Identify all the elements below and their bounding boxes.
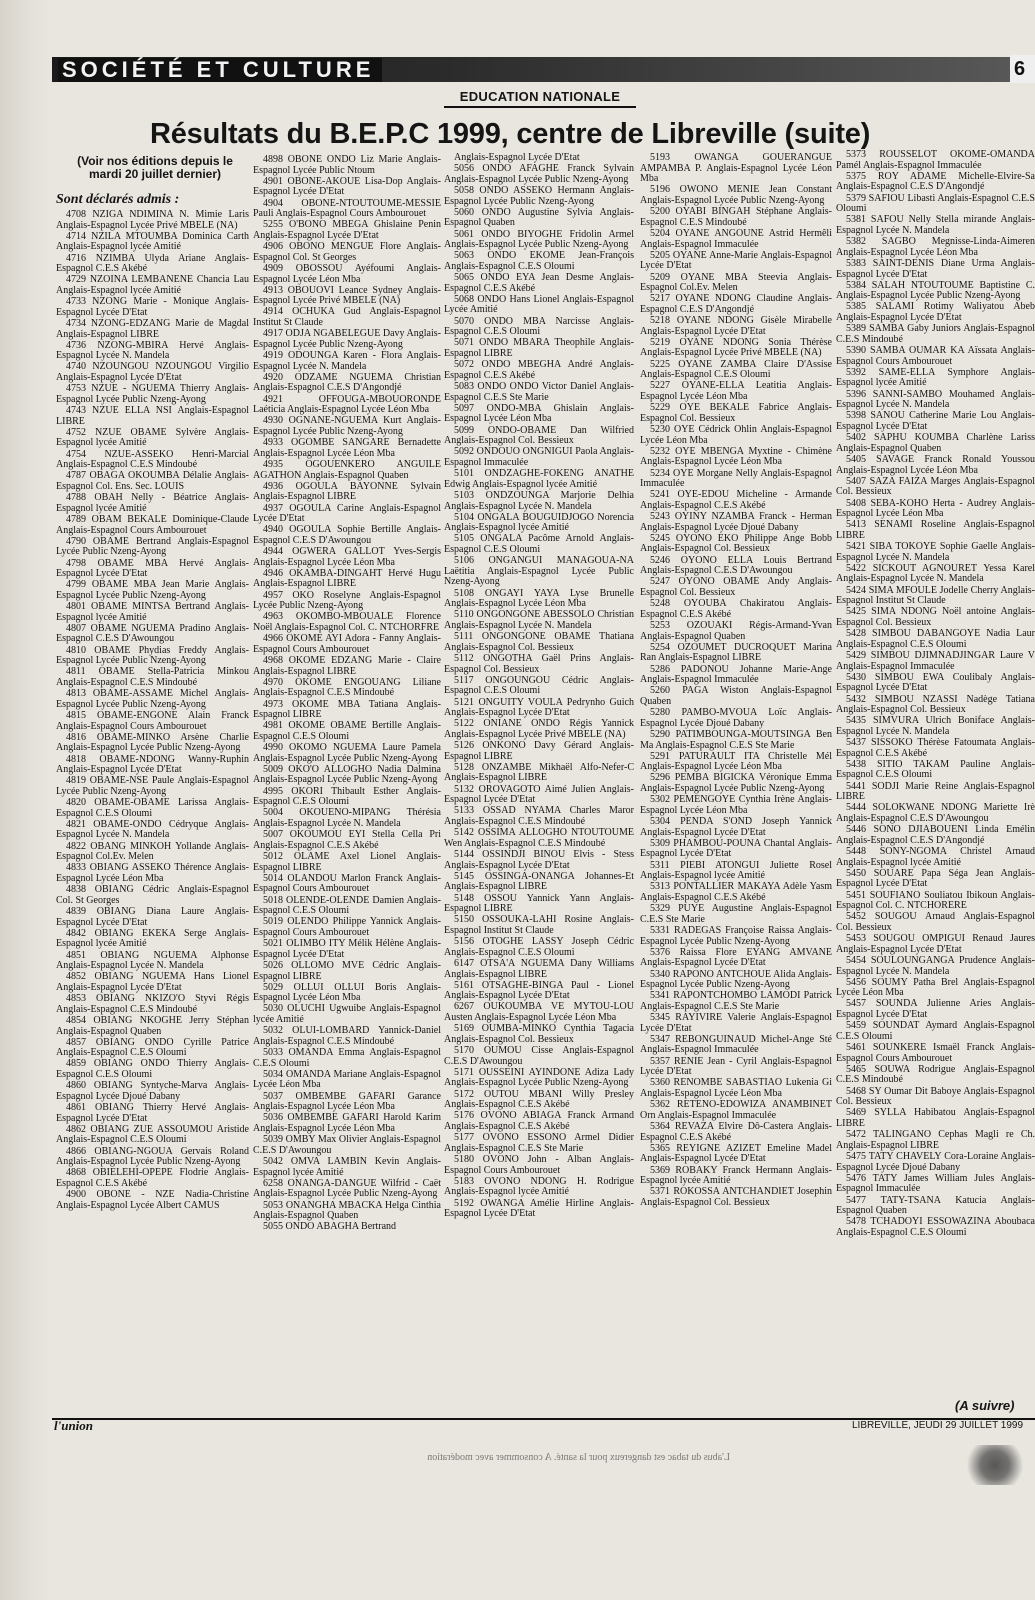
result-entry: 5243 OYINY NZAMBA Franck - Herman Anglais-Espagnol Lycée Djoué Dabany	[640, 511, 832, 533]
result-entry: 5280 PAMBO-MVOUA Loïc Anglais-Espagnol Lycée Djoué Dabany	[640, 707, 832, 729]
result-entry: 5106 ONGANGUI MANAGOUA-NA Laëtitia Anglais-Espagnol Lycée Public Nzeng-Ayong	[444, 555, 634, 588]
result-entry: 5424 SIMA MFOULE Jodelle Cherry Anglais-Espagnol Institut St Claude	[836, 584, 1035, 607]
result-entry: 4898 OBONE ONDO Liz Marie Anglais-Espagnol Lycée Public Ntoum	[253, 155, 441, 176]
result-entry: 5150 OSSOUKA-LAHI Rosine Anglais-Espagnol Institut St Claude	[444, 914, 634, 936]
result-entry: 4904 OBONE-NTOUTOUME-MESSIE Pauli Anglais-Espagnol Cours Ambourouet	[253, 197, 441, 220]
result-entry: 5371 ROKOSSA ANTCHANDIET Josephin Anglais-Espagnol Col. Bessieux	[640, 1186, 832, 1208]
result-entry: 5340 RAPONO ANTCHOUE Alida Anglais-Espagnol Lycée Public Nzeng-Ayong	[640, 968, 832, 991]
result-entry: 4968 OKOME EDZANG Marie - Claire Anglais-Espagnol LIBRE	[253, 654, 441, 677]
result-entry: 5204 OYANE ANGOUNE Astrid Hermêli Anglais-Espagnol Immaculée	[640, 227, 832, 250]
result-entry: 5385 SALAMI Rotimy Waliyatou Abeb Anglais-Espagnol Lycée D'Etat	[836, 301, 1035, 324]
result-entry: 5450 SOUARE Papa Séga Jean Anglais-Espagnol Lycée D'Etat	[836, 867, 1035, 890]
result-entry: 5122 ONIANE ONDO Régis Yannick Anglais-Espagnol Lycée Privé MBELE (NA)	[444, 718, 634, 740]
result-entry: 5347 REBONGUINAUD Michel-Ange Sté Anglais-Espagnol Immaculée	[640, 1033, 832, 1056]
result-entry: 5171 OUSSEINI AYINDONE Adiza Lady Anglais-Espagnol Lycée Public Nzeng-Ayong	[444, 1066, 634, 1089]
result-entry: 4842 OBIANG EKEKA Serge Anglais-Espagnol lycée Amitié	[56, 927, 249, 950]
result-entry: 4857 OBIANG ONDO Cyrille Patrice Anglais-Espagnol C.E.S Oloumi	[56, 1036, 249, 1059]
result-entry: 5018 OLENDE-OLENDE Damien Anglais-Espagnol C.E.S Oloumi	[253, 894, 441, 917]
result-entry: 5092 ONDOUO ONGNIGUI Paola Anglais-Espagnol Immaculée	[444, 446, 634, 468]
result-entry: 5437 SISSOKO Thérèse Fatoumata Anglais-Espagnol C.E.S Akébé	[836, 737, 1035, 759]
result-entry: 5177 OVONO ESSONO Armel Didier Anglais-Espagnol C.E.S Ste Marie	[444, 1132, 634, 1154]
result-entry: 5331 RADEGAS Françoise Raissa Anglais-Espagnol Lycée Public Nzeng-Ayong	[640, 924, 832, 947]
result-entry: 5161 OTSAGHE-BINGA Paul - Lionel Anglais-Espagnol Lycée D'Etat	[444, 979, 634, 1002]
result-entry: 4851 OBIANG NGUEMA Alphonse Anglais-Espagnol Lycée N. Mandela	[56, 949, 249, 972]
result-entry: 5248 OYOUBA Chakiratou Anglais-Espagnol C.E.S Akébé	[640, 598, 832, 620]
result-entry: 5029 OLLUI OLLUI Boris Anglais-Espagnol Lycée Léon Mba	[253, 981, 441, 1004]
result-entry: 5110 ONGONGONE ABESSOLO Christian Anglais-Espagnol Lycée N. Mandela	[444, 609, 634, 631]
result-entry: 6258 ONANGA-DANGUE Wilfrid - Caët Anglais-Espagnol Lycée Public Nzeng-Ayong	[253, 1177, 441, 1200]
result-entry: 4734 NZONG-EDZANG Marie de Magdal Anglais-Espagnol LIBRE	[56, 317, 249, 340]
result-entry: 5241 OYE-EDOU Micheline - Armande Anglais-Espagnol C.E.S Akébé	[640, 489, 832, 511]
result-entry: 5063 ONDO EKOME Jean-François Anglais-Espagnol C.E.S Oloumi	[444, 250, 634, 272]
result-entry: 4733 NZONG Marie - Monique Anglais-Espagnol Lycée D'Etat	[56, 296, 249, 318]
result-entry: 5072 ONDO MBEGHA André Anglais-Espagnol C.E.S Akébé	[444, 359, 634, 381]
result-entry: 5413 SENAMI Roseline Anglais-Espagnol LIBRE	[836, 519, 1035, 541]
result-entry: 4833 OBIANG ASSEKO Thérence Anglais-Espagnol Lycée Léon Mba	[56, 862, 249, 885]
result-entry: 5260 PAGA Wiston Anglais-Espagnol Quaben	[640, 685, 832, 707]
result-entry: 4818 OBAME-NDONG Wanny-Ruphin Anglais-Espagnol Lycée D'Etat	[56, 753, 249, 776]
result-entry: 4920 ODZAME NGUEMA Christian Anglais-Espagnol C.E.S D'Angondjé	[253, 371, 441, 394]
result-entry: 5441 SODJI Marie Reine Anglais-Espagnol LIBRE	[836, 780, 1035, 803]
result-entry: 4940 OGOULA Sophie Bertille Anglais-Espagnol C.E.S D'Awoungou	[253, 524, 441, 546]
result-entry: 4981 OKOME OBAME Bertille Anglais-Espagnol C.E.S Oloumi	[253, 720, 441, 742]
result-entry: 5432 SIMBOU NZASSI Nadège Tatiana Anglais-Espagnol Col. Bessieux	[836, 693, 1035, 716]
result-entry: 5148 OSSOU Yannick Yann Anglais-Espagnol LIBRE	[444, 892, 634, 915]
result-entry: 5227 OYANE-ELLA Leatitia Anglais-Espagnol Lycée Léon Mba	[640, 380, 832, 402]
result-entry: 5379 SAFIOU Libasti Anglais-Espagnol C.E.S Oloumi	[836, 192, 1035, 215]
result-entry: 5053 ONANGHA MBACKA Helga Cinthia Anglais-Espagnol Quaben	[253, 1199, 441, 1222]
result-entry: 4937 OGOULA Carine Anglais-Espagnol Lycée D'Etat	[253, 502, 441, 525]
result-entry: 4866 OBIANG-NGOUA Gervais Roland Anglais-Espagnol Lycée Public Nzeng-Ayong	[56, 1145, 249, 1168]
result-entry: 5384 SALAH NTOUTOUME Baptistine C. Anglais-Espagnol Lycée Public Nzeng-Ayong	[836, 279, 1035, 302]
result-entry: 4921 OFFOUGA-MBOUORONDE Laéticia Anglais-Espagnol Lycée Léon Mba	[253, 393, 441, 416]
result-entry: 4736 NZONG-MBIRA Hervé Anglais-Espagnol Lycée N. Mandela	[56, 339, 249, 362]
result-entry: 4716 NZIMBA Ulyda Ariane Anglais-Espagnol C.E.S Akébé	[56, 252, 249, 275]
result-entry: 4821 OBAME-ONDO Cédryque Anglais-Espagnol Lycée N. Mandela	[56, 818, 249, 841]
result-entry: 5453 SOUGOU OMPIGUI Renaud Jaures Anglais-Espagnol Lycée D'Etat	[836, 933, 1035, 955]
result-entry: 5060 ONDO Augustine Sylvia Anglais-Espagnol Quaben	[444, 206, 634, 229]
result-entry: 5055 ONDO ABAGHA Bertrand	[263, 1221, 397, 1233]
result-entry: 5429 SIMBOU DJIMNADJINGAR Laure V Anglais-Espagnol Immaculée	[836, 649, 1035, 672]
result-entry: 5444 SOLOKWANE NDONG Mariette Irè Anglais-Espagnol C.E.S D'Awoungou	[836, 802, 1035, 825]
result-entry: 4914 OCHUKA Gud Anglais-Espagnol Institut St Claude	[253, 306, 441, 329]
bleed-through-text: L'abus du tabac est dangereux pour la santé. A consommer avec modération	[427, 1452, 730, 1463]
result-entry: 5454 SOULOUNGANGA Prudence Anglais-Espagnol Lycée N. Mandela	[836, 954, 1035, 977]
result-entry: 5456 SOUMY Patha Brel Anglais-Espagnol Lycée Léon Mba	[836, 976, 1035, 999]
results-column-4	[640, 153, 832, 1422]
dateline: LIBREVILLE, JEUDI 29 JUILLET 1999	[852, 1420, 1024, 1431]
result-entry: 4944 OGWERA GALLOT Yves-Sergis Anglais-Espagnol Lycée Léon Mba	[253, 546, 441, 568]
result-entry: 5004 OKOUENO-MIPANG Thérésia Anglais-Espagnol Lycée N. Mandela	[253, 807, 441, 830]
result-entry: 5457 SOUNDA Julienne Aries Anglais-Espagnol Lycée D'Etat	[836, 998, 1035, 1021]
result-entry: 5369 ROBAKY Franck Hermann Anglais-Espagnol lycée Amitié	[640, 1164, 832, 1187]
result-entry: 4788 OBAH Nelly - Béatrice Anglais-Espagnol lycée Amitié	[56, 492, 249, 514]
result-entry: 4854 OBIANG NKOGHE Jerry Stéphan Anglais-Espagnol Quaben	[56, 1014, 249, 1037]
result-entry: 5302 PEMENGOYE Cynthia Irène Anglais-Espagnol Lycée Léon Mba	[640, 794, 832, 816]
result-entry: 5217 OYANE NDONG Claudine Anglais-Espagnol C.E.S D'Angondjé	[640, 293, 832, 315]
result-entry: 4917 ODJA NGABELEGUE Davy Anglais-Espagnol Lycée Public Nzeng-Ayong	[253, 328, 441, 350]
result-entry: 5007 OKOUMOU EYI Stella Cella Pri Anglais-Espagnol C.E.S Akébé	[253, 829, 441, 851]
result-entry: 5144 OSSINDJI BINOU Elvis - Stess Anglais-Espagnol Lycée D'Etat	[444, 849, 634, 871]
result-entry: 5311 PIEBI ATONGUI Juliette Rosel Anglais-Espagnol lycée Amitié	[640, 859, 832, 882]
result-entry: 4743 NZUE ELLA NSI Anglais-Espagnol LIBRE	[56, 405, 249, 427]
result-entry: 5232 OYE MBENGA Myxtine - Chimène Anglais-Espagnol Lycée Léon Mba	[640, 445, 832, 468]
result-entry: 5469 SYLLA Habibatou Anglais-Espagnol LIBRE	[836, 1107, 1035, 1129]
result-entry: 5422 SICKOUT AGNOURET Yessa Karel Anglais-Espagnol Lycée N. Mandela	[836, 562, 1035, 585]
result-entry: 4822 OBANG MINKOH Yollande Anglais-Espagnol Col.Ev. Melen	[56, 840, 249, 863]
result-entry: 5477 TATY-TSANA Katucia Anglais-Espagnol Quaben	[836, 1194, 1035, 1217]
result-entry: 5373 ROUSSELOT OKOME-OMANDA Pamél Anglais-Espagnol Immaculée	[836, 150, 1035, 171]
result-entry: 5037 OMBEMBE GAFARI Garance Anglais-Espagnol Lycée Léon Mba	[253, 1090, 441, 1113]
result-entry: 5229 OYE BEKALE Fabrice Anglais-Espagnol Col. Bessieux	[640, 402, 832, 424]
result-entry: 4859 OBIANG ONDO Thierry Anglais-Espagnol C.E.S Oloumi	[56, 1058, 249, 1081]
result-entry: 5009 OKO'O ALLOGHO Nadia Dalmina Anglais-Espagnol Lycée Public Nzeng-Ayong	[253, 763, 441, 786]
result-entry: 4868 OBIELEHI-OPEPE Flodrie Anglais-Espagnol C.E.S Akébé	[56, 1167, 249, 1189]
result-entry: 4852 OBIANG NGUEMA Hans Lionel Anglais-Espagnol Lycée D'Etat	[56, 971, 249, 993]
result-entry: 4752 NZUE OBAME Sylvère Anglais-Espagnol lycée Amitié	[56, 426, 249, 449]
result-entry: 4946 OKAMBA-DINGAHT Hervé Hugu Anglais-Espagnol LIBRE	[253, 567, 441, 590]
result-entry: 5345 RAYIVIRE Valerie Anglais-Espagnol Lycée D'Etat	[640, 1012, 832, 1034]
result-entry: 4819 OBAME-NSE Paule Anglais-Espagnol Lycée Public Nzeng-Ayong	[56, 775, 249, 797]
result-entry: 4909 OBOSSOU Ayéfoumi Anglais-Espagnol Lycée Léon Mba	[253, 262, 441, 285]
result-entry: 5313 PONTALLIER MAKAYA Adèle Yasm Anglais-Espagnol C.E.S Akébé	[640, 881, 832, 903]
result-entry: 5230 OYE Cédrick Ohlin Anglais-Espagnol Lycée Léon Mba	[640, 423, 832, 446]
result-entry: 5176 OVONO ABIAGA Franck Armand Anglais-Espagnol C.E.S Akébé	[444, 1110, 634, 1132]
result-entry: 5253 OZOUAKI Régis-Armand-Yvan Anglais-Espagnol Quaben	[640, 620, 832, 642]
result-entry: 5056 ONDO AFAGHE Franck Sylvain Anglais-Espagnol Lycée Public Nzeng-Ayong	[444, 163, 634, 185]
result-entry: 5428 SIMBOU DABANGOYE Nadia Laur Anglais-Espagnol C.E.S Oloumi	[836, 628, 1035, 650]
result-entry: 4966 OKOME AYI Adora - Fanny Anglais-Espagnol Cours Ambourouet	[253, 633, 441, 655]
result-entry: 5304 PENDA S'OND Joseph Yannick Anglais-Espagnol Lycée D'Etat	[640, 816, 832, 838]
result-entry: 5193 OWANGA GOUERANGUE AMPAMBA P. Anglais-Espagnol Lycée Léon Mba	[640, 153, 832, 185]
result-entry: 5309 PHAMBOU-POUNA Chantal Anglais-Espagnol Lycée D'Etat	[640, 837, 832, 860]
result-entry: 5200 OYABI BINGAH Stéphane Anglais-Espagnol C.E.S Mindoubé	[640, 206, 832, 228]
result-entry: 5026 OLLOMO MVE Cédric Anglais-Espagnol LIBRE	[253, 959, 441, 982]
result-entry: 5452 SOUGOU Arnaud Anglais-Espagnol Col. Bessieux	[836, 911, 1035, 933]
result-entry: 5156 OTOGHE LASSY Joseph Cédric Anglais-Espagnol C.E.S Oloumi	[444, 936, 634, 958]
result-entry: 5286 PADONOU Johanne Marie-Ange Anglais-Espagnol Immaculée	[640, 663, 832, 686]
result-entry: 4936 OGOULA BAYONNE Sylvain Anglais-Espagnol LIBRE	[253, 480, 441, 503]
result-entry: 5390 SAMBA OUMAR KA Aïssata Anglais-Espagnol Cours Ambourouet	[836, 345, 1035, 367]
result-entry: 4810 OBAME Phydias Freddy Anglais-Espagnol Lycée Public Nzeng-Ayong	[56, 644, 249, 667]
result-entry: 5360 RENOMBE SABASTIAO Lukenia Gi Anglais-Espagnol Lycée Léon Mba	[640, 1077, 832, 1099]
result-entry: 4753 NZUE - NGUEMA Thierry Anglais-Espagnol Lycée Public Nzeng-Ayong	[56, 383, 249, 405]
result-entry: 5357 RENIE Jean - Cyril Anglais-Espagnol Lycée D'Etat	[640, 1055, 832, 1078]
result-entry: 5030 OLUCHI Ugwuibe Anglais-Espagnol lycée Amitié	[253, 1003, 441, 1026]
result-entry: 5108 ONGAYI YAYA Lyse Brunelle Anglais-Espagnol Lycée Léon Mba	[444, 587, 634, 610]
result-entry: 5104 ONGALA BOUGUIDJOGO Norencia Anglais-Espagnol lycée Amitié	[444, 511, 634, 534]
result-entry: 5132 OROVAGOTO Aimé Julien Anglais-Espagnol Lycée D'Etat	[444, 783, 634, 806]
result-entry: 5376 Raissa Flore EYANG AMVANE Anglais-Espagnol Lycée D'Etat	[640, 946, 832, 969]
headline: Résultats du B.E.P.C 1999, centre de Libreville (suite)	[150, 118, 871, 150]
result-entry: 4815 OBAME-ENGONE Alain Franck Anglais-Espagnol Cours Ambourouet	[56, 709, 249, 732]
result-entry: 4754 NZUE-ASSEKO Henri-Marcial Anglais-Espagnol C.E.S Mindoubé	[56, 448, 249, 471]
result-entry: 5101 ONDZAGHE-FOKENG ANATHE Edwig Anglais-Espagnol lycée Amitié	[444, 468, 634, 490]
rubric-label: EDUCATION NATIONALE	[444, 88, 636, 108]
result-entry: 5296 PEMBA BIGICKA Véronique Emma Anglais-Espagnol Lycée Public Nzeng-Ayong	[640, 772, 832, 795]
result-entry: 5389 SAMBA Gaby Juniors Anglais-Espagnol C.E.S Mindoubé	[836, 323, 1035, 345]
result-entry: 5061 ONDO BIYOGHE Fridolin Armel Anglais-Espagnol Lycée Public Nzeng-Ayong	[444, 228, 634, 251]
result-entry: 4799 OBAME MBA Jean Marie Anglais-Espagnol Lycée Public Nzeng-Ayong	[56, 579, 249, 601]
result-entry: 5468 SY Oumar Dit Baboye Anglais-Espagnol Col. Bessieux	[836, 1085, 1035, 1108]
result-entry: 4790 OBAME Bertrand Anglais-Espagnol Lycée Public Nzeng-Ayong	[56, 535, 249, 558]
result-entry: 4708 NZIGA NDIMINA N. Mimie Laris Anglais-Espagnol Lycée Privé MBELE (NA)	[56, 210, 249, 231]
result-entry: 5058 ONDO ASSEKO Hermann Anglais-Espagnol Lycée Public Nzeng-Ayong	[444, 184, 634, 207]
result-entry: 5475 TATY CHAVELY Cora-Loraine Anglais-Espagnol Lycée Djoué Dabany	[836, 1150, 1035, 1173]
result-entry: 5438 SITIO TAKAM Pauline Anglais-Espagnol C.E.S Oloumi	[836, 758, 1035, 781]
result-entry: 5245 OYONO EKO Philippe Ange Bobb Anglais-Espagnol Col. Bessieux	[640, 532, 832, 555]
result-entry: 4919 ODOUNGA Karen - Flora Anglais-Espagnol Lycée N. Mandela	[253, 350, 441, 372]
result-entry: 4930 OGNANE-NGUEMA Kurt Anglais-Espagnol Lycée Public Nzeng-Ayong	[253, 415, 441, 437]
result-entry: 5255 O'BONO MBEGA Ghislaine Penin Anglais-Espagnol Lycée D'Etat	[253, 219, 441, 241]
result-entry: 5196 OWONO MENIE Jean Constant Anglais-Espagnol Lycée Public Nzeng-Ayong	[640, 184, 832, 206]
result-entry: 5398 SANOU Catherine Marie Lou Anglais-Espagnol Lycée D'Etat	[836, 410, 1035, 432]
result-entry: 5291 PATURAULT ITA Christelle Mél Anglais-Espagnol Lycée Léon Mba	[640, 750, 832, 773]
result-entry: 4811 OBAME Stella-Patricia Minkou Anglais-Espagnol C.E.S Mindoubé	[56, 666, 249, 688]
result-entry: 5254 OZOUMET DUCROQUET Marina Ran Anglais-Espagnol LIBRE	[640, 641, 832, 664]
result-entry: 4807 OBAME NGUEMA Pradino Anglais-Espagnol C.E.S D'Awoungou	[56, 622, 249, 645]
result-entry: 5425 SIMA NDONG Noël antoine Anglais-Espagnol Col. Bessieux	[836, 606, 1035, 628]
results-column-1	[56, 210, 249, 1422]
result-entry: 4913 OBOUOVI Leance Sydney Anglais-Espagnol Lycée Privé MBELE (NA)	[253, 284, 441, 307]
result-entry: 5246 OYONO ELLA Louis Bertrand Anglais-Espagnol C.E.S D'Awoungou	[640, 554, 832, 577]
newspaper-name: l'union	[54, 1418, 94, 1433]
result-entry: 5128 ONZAMBE Mikhaël Alfo-Nefer-C Anglais-Espagnol LIBRE	[444, 761, 634, 784]
result-entry: 5448 SONY-NGOMA Christel Arnaud Anglais-Espagnol lycée Amitié	[836, 846, 1035, 868]
result-entry: 5219 OYANE NDONG Sonia Thérèse Anglais-Espagnol Lycée Privé MBELE (NA)	[640, 336, 832, 359]
result-entry: 4957 OKO Roselyne Anglais-Espagnol Lycée Public Nzeng-Ayong	[253, 589, 441, 612]
result-entry: 4789 OBAM BEKALE Dominique-Claude Anglais-Espagnol Cours Ambourouet	[56, 513, 249, 536]
result-entry: 5065 ONDO EYA Jean Desme Anglais-Espagnol C.E.S Akébé	[444, 272, 634, 294]
result-entry: 5169 OUMBA-MINKO Cynthia Tagacia Anglais-Espagnol Col. Bessieux	[444, 1023, 634, 1045]
result-entry: 5459 SOUNDAT Aymard Anglais-Espagnol C.E.S Oloumi	[836, 1020, 1035, 1042]
result-entry: 4933 OGOMBE SANGARE Bernadette Anglais-Espagnol Lycée Léon Mba	[253, 437, 441, 459]
result-entry: 5097 ONDO-MBA Ghislain Anglais-Espagnol Lycée Léon Mba	[444, 402, 634, 425]
result-entry: 5142 OSSIMA ALLOGHO NTOUTOUME Wen Anglais-Espagnol C.E.S Mindoubé	[444, 827, 634, 849]
result-entry: 5019 OLENDO Philippe Yannick Anglais-Espagnol Cours Ambourouet	[253, 916, 441, 938]
result-entry: 5133 OSSAD NYAMA Charles Maror Anglais-Espagnol C.E.S Mindoubé	[444, 805, 634, 828]
result-entry: 5083 ONDO ONDO Victor Daniel Anglais-Espagnol C.E.S Ste Marie	[444, 381, 634, 403]
result-entry: 5071 ONDO MBARA Theophile Anglais-Espagnol LIBRE	[444, 337, 634, 360]
result-entry: 4862 OBIANG ZUE ASSOUMOU Aristide Anglais-Espagnol C.E.S Oloumi	[56, 1123, 249, 1146]
result-entry: 4990 OKOMO NGUEMA Laure Pamela Anglais-Espagnol Lycée Public Nzeng-Ayong	[253, 742, 441, 764]
result-entry: 5402 SAPHU KOUMBA Charlène Lariss Anglais-Espagnol Quaben	[836, 432, 1035, 454]
result-entry: 5290 PATIMBOUNGA-MOUTSINGA Ben Ma Anglais-Espagnol C.E.S Ste Marie	[640, 728, 832, 751]
result-entry: 5472 TALINGANO Cephas Magli re Ch. Anglais-Espagnol LIBRE	[836, 1129, 1035, 1151]
result-entry: 5421 SIBA TOKOYE Sophie Gaelle Anglais-Espagnol Lycée N. Mandela	[836, 541, 1035, 563]
page-number: 6	[1010, 55, 1035, 83]
result-entry: 5392 SAME-ELLA Symphore Anglais-Espagnol lycée Amitié	[836, 366, 1035, 389]
result-entry: 5430 SIMBOU EWA Coulibaly Anglais-Espagnol Lycée D'Etat	[836, 671, 1035, 694]
result-entry: 5218 OYANE NDONG Gisèle Mirabelle Anglais-Espagnol Lycée D'Etat	[640, 315, 832, 337]
result-entry: 5021 OLIMBO ITY Mélik Hélène Anglais-Espagnol Lycée D'Etat	[253, 938, 441, 960]
result-entry: 4935 OGOUENKERO ANGUILE AGATHON Anglais-Espagnol Quaben	[253, 458, 441, 481]
result-entry: 5172 OUTOU MBANI Willy Presley Anglais-Espagnol C.E.S Akébé	[444, 1088, 634, 1111]
result-entry: 5170 OUMOU Cisse Anglais-Espagnol C.E.S D'Awoungou	[444, 1045, 634, 1067]
result-entry: 5205 OYANE Anne-Marie Anglais-Espagnol Lycée D'Etat	[640, 249, 832, 272]
result-entry: 5183 OVONO NDONG H. Rodrigue Anglais-Espagnol lycée Amitié	[444, 1175, 634, 1198]
result-entry: 5465 SOUWA Rodrigue Anglais-Espagnol C.E.S Mindoubé	[836, 1063, 1035, 1086]
result-entry: 5365 REYIGNE AZIZET Emeline Madel Anglais-Espagnol Lycée D'Etat	[640, 1142, 832, 1165]
result-entry: 5192 OWANGA Amélie Hirline Anglais-Espagnol Lycée D'Etat	[444, 1197, 634, 1220]
result-entry: 5111 ONGONGONE OBAME Thatiana Anglais-Espagnol Col. Bessieux	[444, 631, 634, 653]
result-entry: 5435 SIMVURA Ulrich Boniface Anglais-Espagnol Lycée N. Mandela	[836, 715, 1035, 737]
results-column-3	[444, 153, 634, 1422]
result-entry: 4816 OBAME-MINKO Arsène Charlie Anglais-Espagnol Lycée Public Nzeng-Ayong	[56, 731, 249, 754]
result-entry: 5039 OMBY Max Olivier Anglais-Espagnol C.E.S D'Awoungou	[253, 1134, 441, 1156]
result-entry: 5105 ONGALA Pacôme Arnold Anglais-Espagnol C.E.S Oloumi	[444, 533, 634, 556]
result-entry: 5476 TATY James William Jules Anglais-Espagnol Immaculée	[836, 1172, 1035, 1195]
result-entry: 5034 OMANDA Mariane Anglais-Espagnol Lycée Léon Mba	[253, 1068, 441, 1091]
result-entry: 6267 OUKOUMBA VE MYTOU-LOU Austen Anglais-Espagnol Lycée Léon Mba	[444, 1001, 634, 1024]
result-entry: 5121 ONGUITY VOULA Pedrynho Guich Anglais-Espagnol Lycée D'Etat	[444, 696, 634, 719]
result-entry: 5209 OYANE MBA Steevia Anglais-Espagnol Col.Ev. Melen	[640, 271, 832, 294]
result-entry: 4820 OBAME-OBAME Larissa Anglais-Espagnol C.E.S Oloumi	[56, 797, 249, 819]
result-entry: 4970 OKOME ENGOUANG Liliane Anglais-Espagnol C.E.S Mindoubé	[253, 676, 441, 699]
result-entry: 4861 OBIANG Thierry Hervé Anglais-Espagnol Lycée D'Etat	[56, 1102, 249, 1124]
section-title: SOCIÉTÉ ET CULTURE	[58, 58, 382, 82]
result-entry: 4860 OBIANG Syntyche-Marva Anglais-Espagnol Lycée Djoué Dabany	[56, 1080, 249, 1102]
result-entry: 5408 SEBA-KOHO Herta - Audrey Anglais-Espagnol Lycée Léon Mba	[836, 497, 1035, 520]
result-entry: 5364 REVAZA Elvire Dô-Castera Anglais-Espagnol C.E.S Akébé	[640, 1120, 832, 1143]
result-entry: 5446 SONO DJIABOUENI Linda Emélin Anglais-Espagnol C.E.S D'Angondjé	[836, 824, 1035, 846]
result-entry: 5068 ONDO Hans Lionel Anglais-Espagnol Lycée Amitié	[444, 293, 634, 316]
result-entry: 5451 SOUFIANO Souliatou Ibikoun Anglais-Espagnol Col. C. NTCHORERE	[836, 889, 1035, 912]
result-entry: 4740 NZOUNGOU NZOUNGOU Virgilio Anglais-Espagnol Lycée D'Etat	[56, 361, 249, 384]
result-entry: 6147 OTSA'A NGUEMA Dany Williams Anglais-Espagnol LIBRE	[444, 957, 634, 980]
result-entry: 5033 OMANDA Emma Anglais-Espagnol C.E.S Oloumi	[253, 1047, 441, 1069]
page-edge-shadow	[0, 0, 52, 1600]
declared-heading: Sont déclarés admis :	[56, 192, 180, 207]
result-entry: 5405 SAVAGE Franck Ronald Youssou Anglais-Espagnol Lycée Léon Mba	[836, 453, 1035, 476]
result-entry: 5461 SOUNKERE Ismaël Franck Anglais-Espagnol Cours Ambourouet	[836, 1042, 1035, 1064]
result-entry: 5362 RETENO-EDOWIZA ANAMBINET Orn Anglais-Espagnol Immaculée	[640, 1099, 832, 1121]
result-entry: 4853 OBIANG NKIZO'O Styvi Régis Anglais-Espagnol C.E.S Mindoubé	[56, 993, 249, 1015]
result-entry: 4801 OBAME MINTSA Bertrand Anglais-Espagnol lycée Amitié	[56, 601, 249, 623]
result-entry: 5070 ONDO MBA Narcisse Anglais-Espagnol C.E.S Oloumi	[444, 315, 634, 338]
results-column-2	[253, 155, 441, 1422]
result-entry: 4729 NZOINA LEMBANENE Chancia Lau Anglais-Espagnol lycée Amitié	[56, 274, 249, 296]
result-entry: 4906 OBONO MENGUE Flore Anglais-Espagnol Col. St Georges	[253, 241, 441, 263]
result-entry: Anglais-Espagnol Lycée D'Etat	[454, 153, 580, 163]
result-entry: 4963 OKOMBO-MBOUALE Florence Noël Anglais-Espagnol Col. C. NTCHORFRE	[253, 611, 441, 633]
result-entry: 5145 OSSINGA-ONANGA Johannes-Et Anglais-Espagnol LIBRE	[444, 870, 634, 893]
result-entry: 4901 OBONE-AKOUE Lisa-Dop Anglais-Espagnol Lycée D'Etat	[253, 175, 441, 198]
continued-note: (A suivre)	[955, 1398, 1015, 1413]
result-entry: 4973 OKOME MBA Tatiana Anglais-Espagnol LIBRE	[253, 698, 441, 721]
result-entry: 5329 PUYE Augustine Anglais-Espagnol C.E.S Ste Marie	[640, 903, 832, 925]
result-entry: 5383 SAINT-DENIS Diane Urma Anglais-Espagnol Lycée D'Etat	[836, 257, 1035, 280]
ink-smudge	[960, 1445, 1030, 1485]
results-column-5	[836, 150, 1035, 1400]
result-entry: 4995 OKORI Thibault Esther Anglais-Espagnol C.E.S Oloumi	[253, 785, 441, 808]
result-entry: 5396 SANNI-SAMBO Mouhamed Anglais-Espagnol Lycée N. Mandela	[836, 388, 1035, 411]
result-entry: 5112 ONGOTHA Gaël Prins Anglais-Espagnol Col. Bessieux	[444, 652, 634, 675]
result-entry: 4798 OBAME MBA Hervé Anglais-Espagnol Lycée D'Etat	[56, 557, 249, 580]
result-entry: 4900 OBONE - NZE Nadia-Christine Anglais-Espagnol Lycée Albert CAMUS	[56, 1189, 249, 1211]
result-entry: 5036 OMBEMBE GAFARI Harold Karim Anglais-Espagnol Lycée Léon Mba	[253, 1112, 441, 1134]
result-entry: 5407 SAZA FAIZA Marges Anglais-Espagnol Col. Bessieux	[836, 475, 1035, 498]
result-entry: 4813 OBAME-ASSAME Michel Anglais-Espagnol Lycée Public Nzeng-Ayong	[56, 688, 249, 710]
result-entry: 5099 ONDO-OBAME Dan Wilfried Anglais-Espagnol Col. Bessieux	[444, 424, 634, 447]
result-entry: 5247 OYONO OBAME Andy Anglais-Espagnol Col. Bessieux	[640, 576, 832, 599]
result-entry: 5012 OLAME Axel Lionel Anglais-Espagnol LIBRE	[253, 851, 441, 873]
result-entry: 5381 SAFOU Nelly Stella mirande Anglais-Espagnol Lycée N. Mandela	[836, 214, 1035, 236]
result-entry: 5014 OLANDOU Marlon Franck Anglais-Espagnol Cours Ambourouet	[253, 872, 441, 895]
result-entry: 5117 ONGOUNGOU Cédric Anglais-Espagnol C.E.S Oloumi	[444, 674, 634, 697]
result-entry: 5032 OLUI-LOMBARD Yannick-Daniel Anglais-Espagnol C.E.S Mindoubé	[253, 1025, 441, 1047]
result-entry: 5225 OYANE ZAMBA Claire D'Assise Anglais-Espagnol C.E.S Oloumi	[640, 358, 832, 381]
result-entry: 5126 ONKONO Davy Gérard Anglais-Espagnol LIBRE	[444, 740, 634, 762]
result-entry: 5103 ONDZOUNGA Marjorie Delhia Anglais-Espagnol Lycée N. Mandela	[444, 489, 634, 512]
result-entry: 4838 OBIANG Cédric Anglais-Espagnol Col. St Georges	[56, 884, 249, 906]
result-entry: 5180 OVONO John - Alban Anglais-Espagnol Cours Ambourouet	[444, 1153, 634, 1176]
result-entry: 5234 OYE Morgane Nelly Anglais-Espagnol Immaculée	[640, 467, 832, 490]
intro-note: (Voir nos éditions depuis le mardi 20 juillet dernier)	[77, 154, 233, 181]
result-entry: 4714 NZILA MTOUMBA Dominica Carth Anglais-Espagnol lycée Amitié	[56, 230, 249, 253]
result-entry: 5382 SAGBO Megnisse-Linda-Aimeren Anglais-Espagnol Lycée Léon Mba	[836, 236, 1035, 258]
result-entry: 5341 RAPONTCHOMBO LAMODI Patrick Anglais-Espagnol C.E.S Ste Marie	[640, 990, 832, 1012]
result-entry: 5375 ROY ADAME Michelle-Elvire-Sa Anglais-Espagnol C.E.S D'Angondjé	[836, 170, 1035, 193]
result-entry: 4839 OBIANG Diana Laure Anglais-Espagnol Lycée D'Etat	[56, 906, 249, 928]
result-entry: 4787 OBAGA OKOUMBA Délalie Anglais-Espagnol Col. Ens. Sec. LOUIS	[56, 470, 249, 492]
result-entry: 5478 TCHADOYI ESSOWAZINA Aboubaca Anglais-Espagnol C.E.S Oloumi	[836, 1216, 1035, 1238]
result-entry: 5042 OMVA LAMBIN Kevin Anglais-Espagnol lycée Amitié	[253, 1155, 441, 1178]
